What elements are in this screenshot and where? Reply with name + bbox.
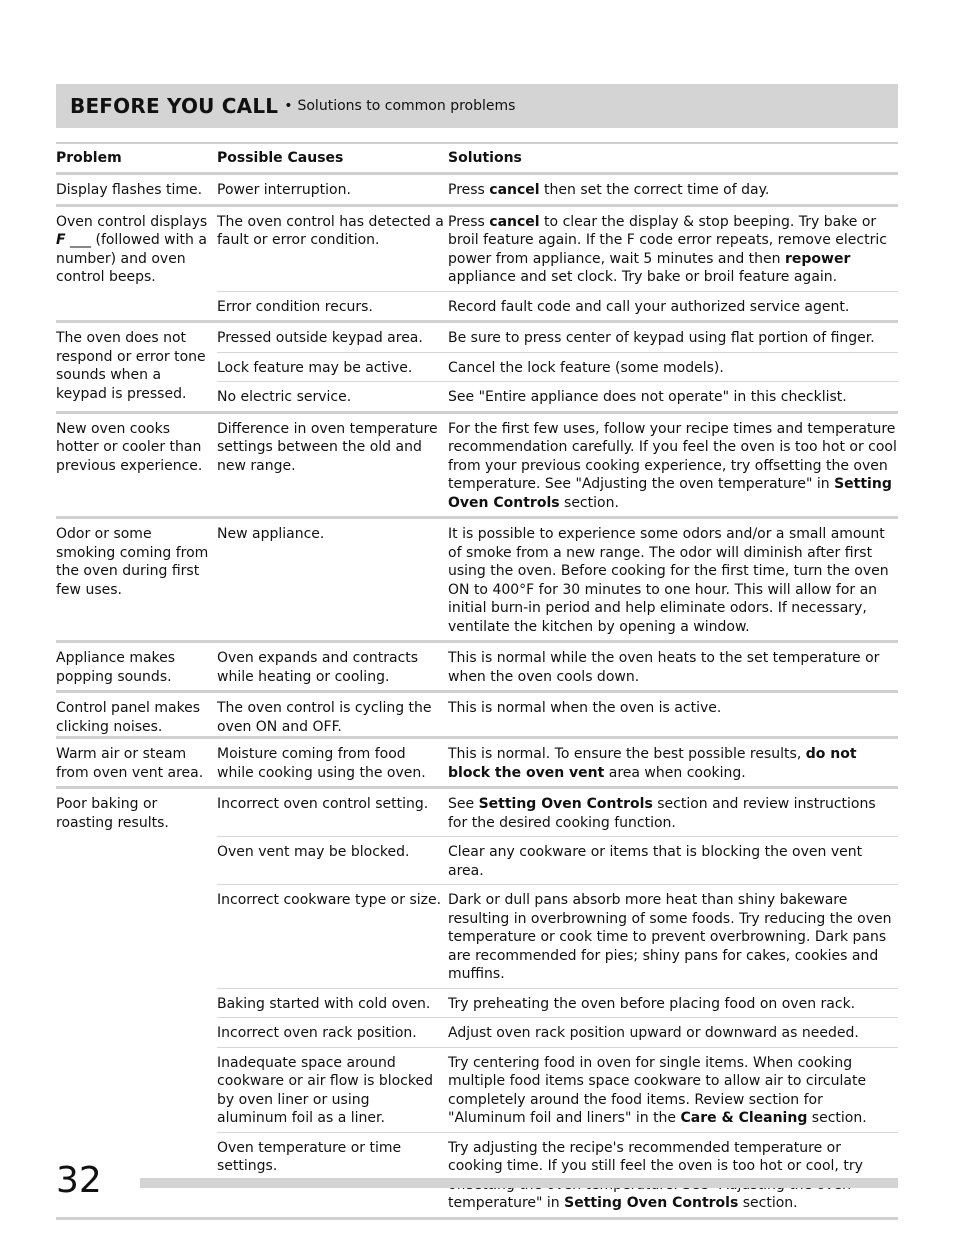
solution: Clear any cookware or items that is blocking the oven vent area. [448, 844, 863, 879]
table-row [217, 789, 898, 836]
table-row [217, 519, 898, 640]
table-row [217, 884, 898, 988]
page-number: 32 [56, 1160, 102, 1201]
column-header-causes: Possible Causes [217, 150, 344, 166]
possible-cause: The oven control is cycling the oven ON and OFF. [217, 700, 432, 735]
solution: Press cancel then set the correct time of day. [448, 182, 770, 198]
table-row [217, 1047, 898, 1132]
cause-solution-list [217, 414, 898, 517]
table-row [217, 381, 898, 411]
page-title: BEFORE YOU CALL [70, 94, 279, 118]
solution: Press cancel to clear the display & stop beeping. Try bake or broil feature again. If the F code error repeats, remove electric power from appliance, wait 5 minutes and then repower appliance and set clock. Try bake or broil feature again. [448, 213, 887, 285]
column-header-problem: Problem [56, 150, 122, 166]
problem-group [56, 693, 898, 739]
table-body [56, 175, 898, 1220]
possible-cause: Oven vent may be blocked. [217, 844, 410, 860]
page-subtitle: Solutions to common problems [297, 98, 516, 114]
problem-text: Oven control displays F ___ (followed with a number) and oven control beeps. [56, 213, 208, 285]
solution: Cancel the lock feature (some models). [448, 359, 724, 376]
table-row [217, 836, 898, 884]
solution: Try centering food in oven for single items. When cooking multiple food items space cookware to allow air to circulate completely around the food items. Review section for "Aluminum foil and liners" in the Care & Cleaning section. [448, 1054, 867, 1126]
solution: It is possible to experience some odors and/or a small amount of smoke from a new range. The odor will diminish after first using the oven. Before cooking for the first time, turn the oven ON to 400°F for 30 minutes to one hour. This will allow for an initial burn-in period and help eliminate odors. If necessary, ventilate the kitchen by opening a window. [448, 526, 889, 635]
possible-cause: Baking started with cold oven. [217, 995, 431, 1012]
cause-solution-list [217, 739, 898, 786]
problem-group [56, 175, 898, 207]
solution: Adjust oven rack position upward or downward as needed. [448, 1025, 859, 1041]
problem-text: The oven does not respond or error tone sounds when a keypad is pressed. [56, 330, 206, 402]
solution: This is normal while the oven heats to the set temperature or when the oven cools down. [448, 650, 880, 685]
table-row [217, 291, 898, 321]
problem-text: Display flashes time. [56, 182, 203, 198]
problem-text: Poor baking or roasting results. [56, 796, 169, 831]
possible-cause: Difference in oven temperature settings between the old and new range. [217, 420, 438, 474]
possible-cause: Incorrect cookware type or size. [217, 892, 442, 908]
possible-cause: Moisture coming from food while cooking using the oven. [217, 746, 426, 781]
table-row [217, 693, 898, 736]
problem-group [56, 739, 898, 789]
cause-solution-list [217, 175, 898, 204]
cause-solution-list [217, 207, 898, 321]
solution: Try adjusting the recipe's recommended temperature or cooking time. If you still feel the oven is too hot or cool, try temperature" in Setting Oven Controls section. [448, 1139, 863, 1211]
solution: See "Entire appliance does not operate" in this checklist. [448, 389, 847, 405]
solution: Try preheating the oven before placing food on oven rack. [448, 995, 856, 1012]
problem-text: Appliance makes popping sounds. [56, 650, 176, 685]
possible-cause: Incorrect oven rack position. [217, 1025, 417, 1041]
possible-cause: Error condition recurs. [217, 298, 373, 315]
problem-text: Control panel makes clicking noises. [56, 700, 201, 735]
table-row [217, 988, 898, 1018]
possible-cause: Pressed outside keypad area. [217, 330, 423, 346]
table-header-row [56, 144, 898, 172]
possible-cause: No electric service. [217, 389, 352, 405]
problem-group [56, 414, 898, 520]
problem-text: New oven cooks hotter or cooler than previous experience. [56, 420, 203, 474]
troubleshooting-table [56, 142, 898, 1220]
possible-cause: Oven expands and contracts while heating or cooling. [217, 650, 419, 685]
cause-solution-list [217, 323, 898, 411]
table-row [217, 643, 898, 690]
table-row [217, 352, 898, 382]
problem-group [56, 643, 898, 693]
problem-text: Odor or some smoking coming from the oven during first few uses. [56, 526, 209, 598]
solution: Record fault code and call your authorized service agent. [448, 298, 850, 315]
solution: Dark or dull pans absorb more heat than shiny bakeware resulting in overbrowning of some foods. Try reducing the oven temperature or cook time to prevent overbrowning. Dark pans are recommended for pies; shiny pans for cakes, cookies and muffins. [448, 892, 892, 982]
table-row [217, 414, 898, 517]
table-row [217, 739, 898, 786]
problem-text: Warm air or steam from oven vent area. [56, 746, 204, 781]
cause-solution-list [217, 693, 898, 736]
page-header [56, 84, 898, 128]
possible-cause: Power interruption. [217, 182, 351, 198]
possible-cause: Lock feature may be active. [217, 359, 413, 376]
column-header-solutions: Solutions [448, 150, 522, 166]
solution: This is normal when the oven is active. [448, 700, 722, 716]
solution: See Setting Oven Controls section and review instructions for the desired cooking function. [448, 796, 876, 831]
table-row [217, 1132, 898, 1217]
possible-cause: Inadequate space around cookware or air flow is blocked by oven liner or using aluminum foil as a liner. [217, 1054, 433, 1126]
footer-bar [140, 1178, 898, 1188]
table-row [217, 1017, 898, 1047]
cause-solution-list [217, 643, 898, 690]
title-separator: • [284, 98, 293, 114]
solution: Be sure to press center of keypad using flat portion of finger. [448, 330, 875, 346]
problem-group [56, 789, 898, 1220]
table-row [217, 323, 898, 352]
problem-group [56, 519, 898, 643]
solution: For the first few uses, follow your recipe times and temperature recommendation carefully. If you feel the oven is too hot or cool from your previous cooking experience, try offsetting the oven temperature. See "Adjusting the oven temperature" in Setting Oven Controls section. [448, 420, 897, 511]
possible-cause: Oven temperature or time settings. [217, 1139, 402, 1174]
possible-cause: New appliance. [217, 526, 325, 542]
problem-group [56, 323, 898, 414]
possible-cause: The oven control has detected a fault or error condition. [217, 213, 444, 248]
cause-solution-list [217, 519, 898, 640]
problem-group [56, 207, 898, 324]
possible-cause: Incorrect oven control setting. [217, 796, 429, 812]
cause-solution-list [217, 789, 898, 1217]
table-row [217, 175, 898, 204]
solution: This is normal. To ensure the best possible results, do not block the oven vent area when cooking. [448, 746, 857, 781]
table-row [217, 207, 898, 291]
